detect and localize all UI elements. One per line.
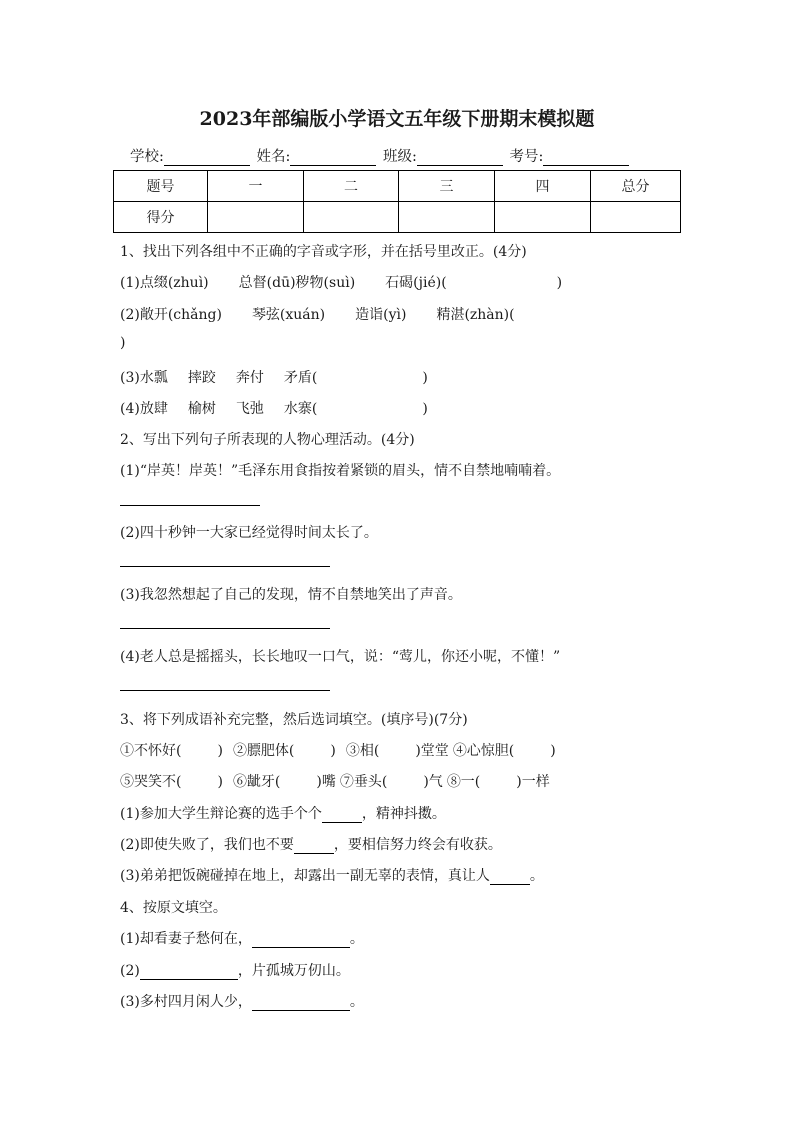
q1-row-1 xyxy=(120,272,562,292)
q1-item: ) xyxy=(422,370,428,386)
idiom-item: )嘴 xyxy=(316,774,336,790)
q1-item: ) xyxy=(422,401,428,417)
idiom-item: ) xyxy=(330,743,336,759)
q4-line-3 xyxy=(120,991,364,1011)
idiom-item: )堂堂 xyxy=(415,743,449,759)
page-title: 2023年部编版小学语文五年级下册期末模拟题 xyxy=(199,108,595,130)
fill-blank[interactable] xyxy=(294,840,334,854)
fill-text: (1)却看妻子愁何在， xyxy=(120,931,252,947)
fill-text: ，要相信努力终会有收获。 xyxy=(333,837,502,853)
idiom-item: ③相( xyxy=(345,743,380,759)
q1-row-2 xyxy=(120,304,515,324)
q1-item: 飞弛 xyxy=(235,401,264,417)
school-label: 学校: xyxy=(130,149,164,165)
idiom-item: ⑤哭笑不( xyxy=(120,774,182,790)
q4-line-1 xyxy=(120,928,364,948)
q1-item: 造诣(yì) xyxy=(355,307,407,323)
fill-text: (3)弟弟把饭碗碰掉在地上，却露出一副无辜的表情，真让人 xyxy=(120,868,490,884)
q1-item: 精湛(zhàn)( xyxy=(436,307,515,323)
fill-blank[interactable] xyxy=(140,966,238,980)
header-cell: 三 xyxy=(399,171,495,202)
q1-row-3 xyxy=(120,367,428,387)
score-cell[interactable] xyxy=(208,202,304,233)
q2-title: 2、写出下列句子所表现的人物心理活动。(4分) xyxy=(120,432,415,448)
school-blank[interactable] xyxy=(164,151,250,166)
score-table-header-row xyxy=(114,171,681,202)
q1-item: 摔跤 xyxy=(187,370,216,386)
fill-text: (3)多村四月闲人少， xyxy=(120,994,252,1010)
q2-sentence-1: (1)“岸英！岸英！”毛泽东用食指按着紧锁的眉头，情不自禁地喃喃着。 xyxy=(120,463,561,479)
idiom-item: ) xyxy=(550,743,556,759)
name-label: 姓名: xyxy=(256,149,291,165)
q3-fill-2 xyxy=(120,834,502,854)
fill-text: 。 xyxy=(529,868,544,884)
q1-title: 1、找出下列各组中不正确的字音或字形，并在括号里改正。(4分) xyxy=(120,244,527,260)
fill-text: ，精神抖擞。 xyxy=(361,806,446,822)
q2-sentence-2: (2)四十秒钟一大家已经觉得时间太长了。 xyxy=(120,525,378,541)
q1-item: 琴弦(xuán) xyxy=(251,307,326,323)
idiom-item: ) xyxy=(217,774,223,790)
fill-text: (2)即使失败了，我们也不要 xyxy=(120,837,294,853)
q1-item: 石碣(jié)( xyxy=(385,275,447,291)
q1-item: 奔付 xyxy=(235,370,264,386)
q4-title: 4、按原文填空。 xyxy=(120,900,227,916)
header-cell: 二 xyxy=(304,171,399,202)
q3-idiom-row-2 xyxy=(120,771,550,791)
exam-no-label: 考号: xyxy=(509,149,544,165)
q2-answer-line-3[interactable] xyxy=(120,628,330,629)
class-label: 班级: xyxy=(383,149,417,165)
score-row-label: 得分 xyxy=(114,202,208,233)
q1-item: 总督(dū)秽物(suì) xyxy=(238,275,356,291)
score-table xyxy=(113,170,681,233)
fill-text: (2) xyxy=(120,963,140,979)
q4-line-2 xyxy=(120,960,350,980)
q3-fill-3 xyxy=(120,865,544,885)
idiom-item: ⑥龇牙( xyxy=(232,774,281,790)
idiom-item: ) xyxy=(217,743,223,759)
fill-text: 。 xyxy=(349,994,364,1010)
idiom-item: ⑧一( xyxy=(446,774,481,790)
class-blank[interactable] xyxy=(417,151,503,166)
score-cell[interactable] xyxy=(591,202,681,233)
score-cell[interactable] xyxy=(495,202,591,233)
header-cell: 一 xyxy=(208,171,304,202)
score-cell[interactable] xyxy=(304,202,399,233)
fill-blank[interactable] xyxy=(490,871,530,885)
fill-blank[interactable] xyxy=(322,809,362,823)
score-cell[interactable] xyxy=(399,202,495,233)
idiom-item: ①不怀好( xyxy=(120,743,182,759)
student-info-row xyxy=(130,145,631,166)
idiom-item: ④心惊胆( xyxy=(452,743,515,759)
q2-sentence-3: (3)我忽然想起了自己的发现，情不自禁地笑出了声音。 xyxy=(120,587,462,603)
q2-answer-line-4[interactable] xyxy=(120,690,330,691)
fill-blank[interactable] xyxy=(252,934,350,948)
exam-no-blank[interactable] xyxy=(543,151,629,166)
q3-idiom-row-1 xyxy=(120,740,556,760)
q2-sentence-4: (4)老人总是摇摇头，长长地叹一口气，说：“莺儿，你还小呢，不懂！” xyxy=(120,649,561,665)
q1-item: 矛盾( xyxy=(283,370,318,386)
idiom-item: ⑦垂头( xyxy=(339,774,388,790)
idiom-item: ②膘肥体( xyxy=(232,743,295,759)
fill-text: ，片孤城万仞山。 xyxy=(237,963,350,979)
q1-item: (1)点缀(zhuì) xyxy=(120,275,209,291)
idiom-item: )气 xyxy=(423,774,443,790)
q1-item: (3)水瓢 xyxy=(120,370,168,386)
q1-item: 榆树 xyxy=(187,401,216,417)
fill-text: 。 xyxy=(349,931,364,947)
name-blank[interactable] xyxy=(290,151,376,166)
header-cell: 总分 xyxy=(591,171,681,202)
q3-fill-1 xyxy=(120,803,446,823)
q1-row-2-close: ) xyxy=(120,335,126,351)
fill-text: (1)参加大学生辩论赛的选手个个 xyxy=(120,806,322,822)
header-cell: 四 xyxy=(495,171,591,202)
score-table-score-row xyxy=(114,202,681,233)
q1-item: (4)放肆 xyxy=(120,401,168,417)
q1-row-4 xyxy=(120,398,428,418)
header-cell: 题号 xyxy=(114,171,208,202)
q1-item: (2)敞开(chǎng) xyxy=(120,307,222,323)
q1-item: 水寨( xyxy=(283,401,318,417)
q2-answer-line-1[interactable] xyxy=(120,505,260,506)
q1-item: ) xyxy=(556,275,563,291)
fill-blank[interactable] xyxy=(252,997,350,1011)
idiom-item: )一样 xyxy=(516,774,550,790)
q2-answer-line-2[interactable] xyxy=(120,566,330,567)
q3-title: 3、将下列成语补充完整，然后选词填空。(填序号)(7分) xyxy=(120,712,468,728)
